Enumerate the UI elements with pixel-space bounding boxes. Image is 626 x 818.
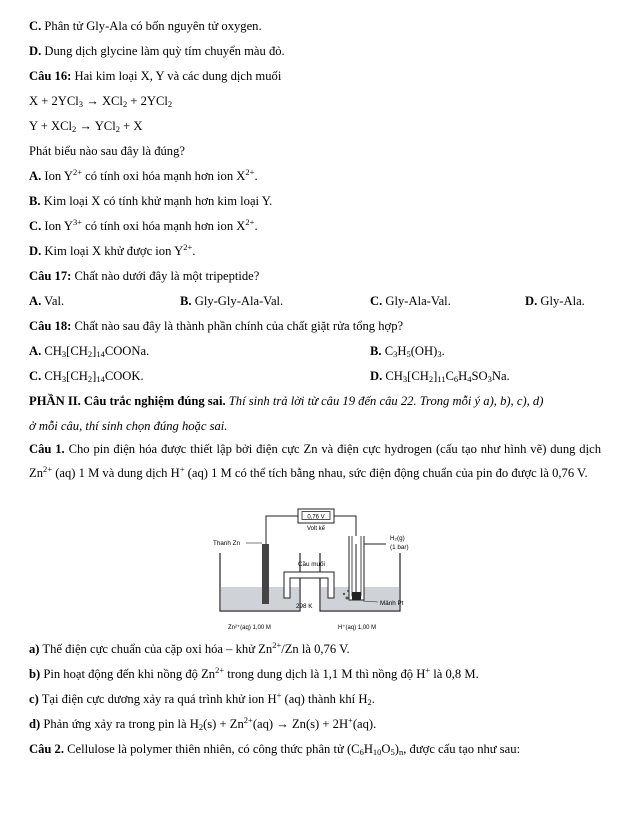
h2-label: H₂(g): [390, 535, 405, 542]
option-label: C.: [29, 19, 42, 33]
right-solution-label: H⁺(aq) 1,00 M: [338, 625, 377, 631]
option-text: Dung dịch glycine làm quỳ tím chuyển màu đỏ.: [44, 44, 285, 58]
pt-label: Mảnh Pt: [380, 600, 404, 607]
zn-rod: [262, 544, 269, 604]
q16-prompt: Phát biểu nào sau đây là đúng?: [29, 144, 185, 158]
c2-stem: Câu 2. Cellulose là polymer thiên nhiên, có công thức phân tử $(C_6H_{10}O_5)_n$, được cấu tạo như sau:: [29, 742, 521, 757]
q17-stem: Câu 17: Chất nào dưới đây là một tripeptide?: [29, 269, 260, 283]
left-solution-label: Zn²⁺(aq) 1,00 M: [228, 625, 271, 631]
left-wire: [266, 516, 298, 544]
c1-statement-a: a) Thế điện cực chuẩn của cặp oxi hóa – khử $Zn^{2+}/Zn$ là 0,76 V.: [29, 640, 350, 656]
voltmeter-label: Volt kế: [306, 526, 326, 532]
q16-option-a: A. Ion $Y^{2+}$ có tính oxi hóa mạnh hơn ion $X^{2+}$.: [29, 167, 258, 183]
q16-equation-2: Y + XCl$_2$ → YCl$_2$ + X: [29, 119, 143, 134]
option-text: Phân tử Gly-Ala có bốn nguyên tử oxygen.: [44, 19, 262, 33]
q17-option-b: B. Gly-Gly-Ala-Val.: [180, 294, 284, 308]
q16-option-c: C. Ion $Y^{3+}$ có tính oxi hóa mạnh hơn ion $X^{2+}$.: [29, 217, 258, 233]
option-label: D.: [29, 44, 42, 58]
q18-option-b: B. $C_3H_5(OH)_3$.: [370, 344, 445, 359]
c1-statement-b: b) Pin hoạt động đến khi nồng độ $Zn^{2+}$ trong dung dịch là 1,1 M thì nồng độ H+ là 0,8 M.: [29, 665, 479, 681]
pressure-label: (1 bar): [390, 544, 409, 551]
q15-option-d: [29, 43, 285, 59]
q17-option-c: C. Gly-Ala-Val.: [370, 294, 451, 308]
part2-heading: PHẦN II. Câu trắc nghiệm đúng sai. Thí sinh trả lời từ câu 19 đến câu 22. Trong mỗi ý a), b), c), d): [29, 394, 544, 408]
zn-rod-label: Thanh Zn: [213, 540, 240, 547]
galvanic-cell-figure: [208, 508, 420, 642]
salt-bridge-label: Cầu muối: [298, 561, 325, 568]
q18-stem: Câu 18: Chất nào sau đây là thành phần chính của chất giặt rửa tổng hợp?: [29, 319, 404, 333]
pt-plate: [352, 592, 361, 600]
voltmeter-value: 0,76 V: [307, 514, 325, 521]
q17-option-a: A. Val.: [29, 294, 65, 308]
q16-option-b: B. Kim loại X có tính khử mạnh hơn kim loại Y.: [29, 194, 273, 208]
c1-statement-c: c) Tại điện cực dương xảy ra quá trình khử ion H+ (aq) thành khí $H_2$.: [29, 690, 375, 707]
q16-option-d: D. Kim loại X khử được ion $Y^{2+}$.: [29, 242, 196, 258]
q18-option-c: C. $CH_3[CH_2]_{14}COOK$.: [29, 369, 144, 384]
c1-statement-d: d) Phản ứng xảy ra trong pin là $H_2(s) + Zn^{2+}(aq) \to Zn(s) + 2H^+(aq)$.: [29, 715, 377, 732]
q18-option-d: D. $CH_3[CH_2]_{11}C_6H_4SO_3Na$.: [370, 369, 510, 384]
q16-equation-1: X + 2YCl$_3$ → XCl$_2$ + 2YCl$_2$: [29, 94, 173, 109]
temperature-label: 298 K: [296, 603, 313, 610]
q15-option-c: [29, 18, 262, 34]
q17-option-d: D. Gly-Ala.: [525, 294, 585, 308]
c1-stem: Câu 1. Cho pin điện hóa được thiết lập bởi điện cực Zn và điện cực hydrogen (cấu tạo như hình vẽ) dung dịch $Zn^{2+}$ (aq) 1 M và dung dịch H+ (aq) 1 M có thể tích bằng nhau, sức điện động chuẩn của pin đo được là 0,76 V.: [29, 442, 601, 480]
q18-option-a: A. $CH_3[CH_2]_{14}COONa$.: [29, 344, 150, 359]
question-text: Hai kim loại X, Y và các dung dịch muối: [74, 69, 282, 83]
part2-instruction: ở mỗi câu, thí sinh chọn đúng hoặc sai.: [29, 419, 228, 433]
q16-stem: [29, 68, 281, 84]
question-number: Câu 16:: [29, 69, 72, 83]
